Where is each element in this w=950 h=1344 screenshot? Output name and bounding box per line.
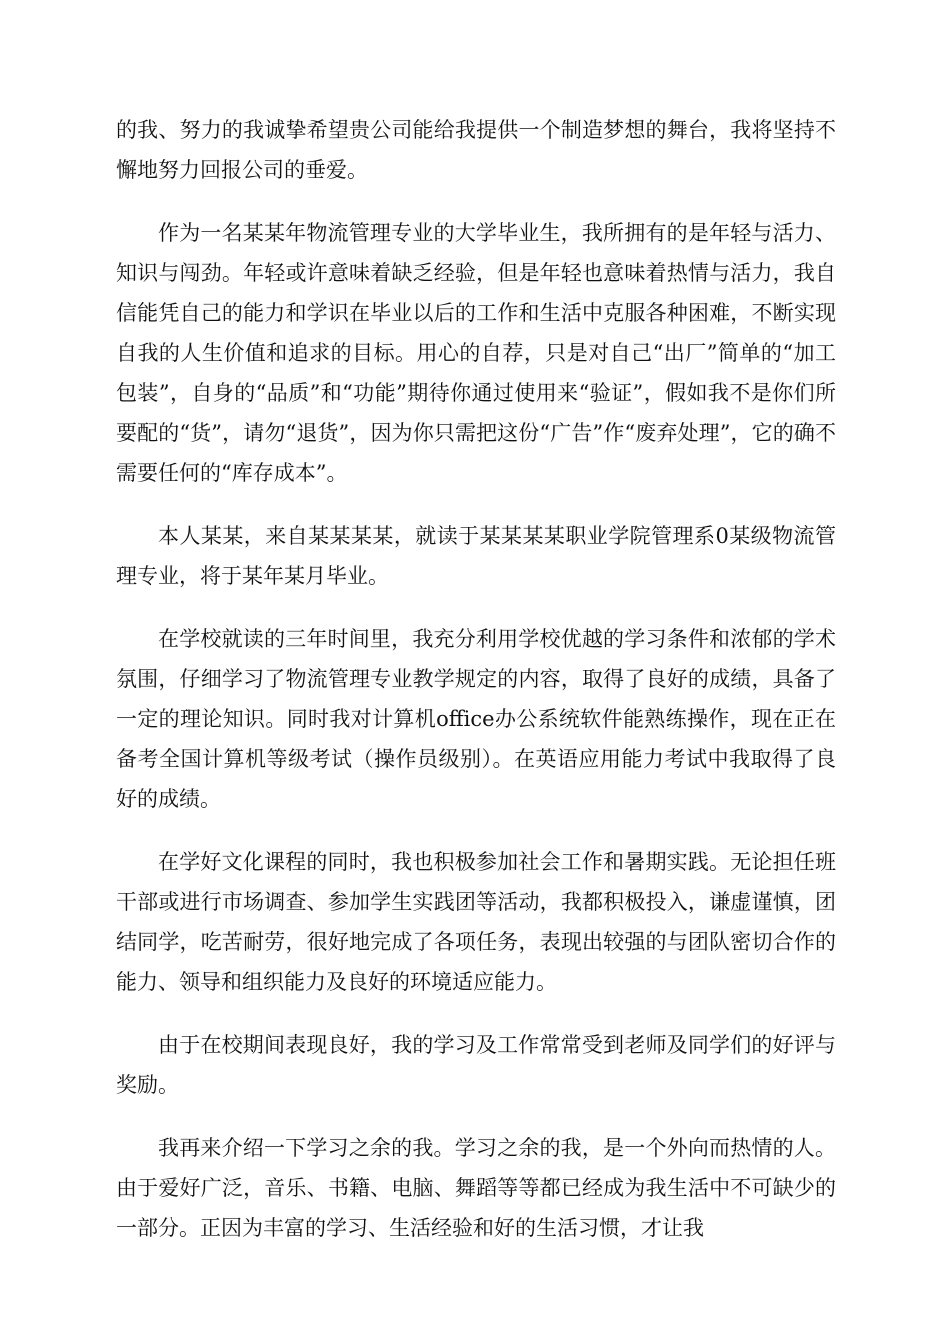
- paragraph-evaluation: 由于在校期间表现良好，我的学习及工作常常受到老师及同学们的好评与奖励。: [116, 1033, 836, 1097]
- paragraph-activities: 在学好文化课程的同时，我也积极参加社会工作和暑期实践。无论担任班干部或进行市场调查、参加学生实践团等活动，我都积极投入，谦虚谨慎，团结同学，吃苦耐劳，很好地完成了各项任务，表现出较强的与团队密切合作的能力、领导和组织能力及良好的环境适应能力。: [116, 850, 836, 994]
- paragraph-background: 本人某某，来自某某某某，就读于某某某某职业学院管理系0某级物流管理专业，将于某年某月毕业。: [116, 524, 836, 588]
- paragraph-self-introduction: 作为一名某某年物流管理专业的大学毕业生，我所拥有的是年轻与活力、知识与闯劲。年轻或许意味着缺乏经验，但是年轻也意味着热情与活力，我自信能凭自己的能力和学识在毕业以后的工作和生活中克服各种困难，不断实现自我的人生价值和追求的目标。用心的自荐，只是对自己“出厂”简单的“加工包装”，自身的“品质”和“功能”期待你通过使用来“验证”，假如我不是你们所要配的“货”，请勿“退货”，因为你只需把这份“广告”作“废弃处理”，它的确不需要任何的“库存成本”。: [116, 221, 836, 485]
- document-body: [116, 110, 836, 1271]
- paragraph-continuation: 的我、努力的我诚挚希望贵公司能给我提供一个制造梦想的舞台，我将坚持不懈地努力回报公司的垂爱。: [116, 118, 836, 182]
- paragraph-studies: 在学校就读的三年时间里，我充分利用学校优越的学习条件和浓郁的学术氛围，仔细学习了物流管理专业教学规定的内容，取得了良好的成绩，具备了一定的理论知识。同时我对计算机office办公系统软件能熟练操作，现在正在备考全国计算机等级考试（操作员级别）。在英语应用能力考试中我取得了良好的成绩。: [116, 627, 836, 811]
- paragraph-hobbies: 我再来介绍一下学习之余的我。学习之余的我，是一个外向而热情的人。由于爱好广泛，音乐、书籍、电脑、舞蹈等等都已经成为我生活中不可缺少的一部分。正因为丰富的学习、生活经验和好的生活习惯，才让我: [116, 1136, 836, 1240]
